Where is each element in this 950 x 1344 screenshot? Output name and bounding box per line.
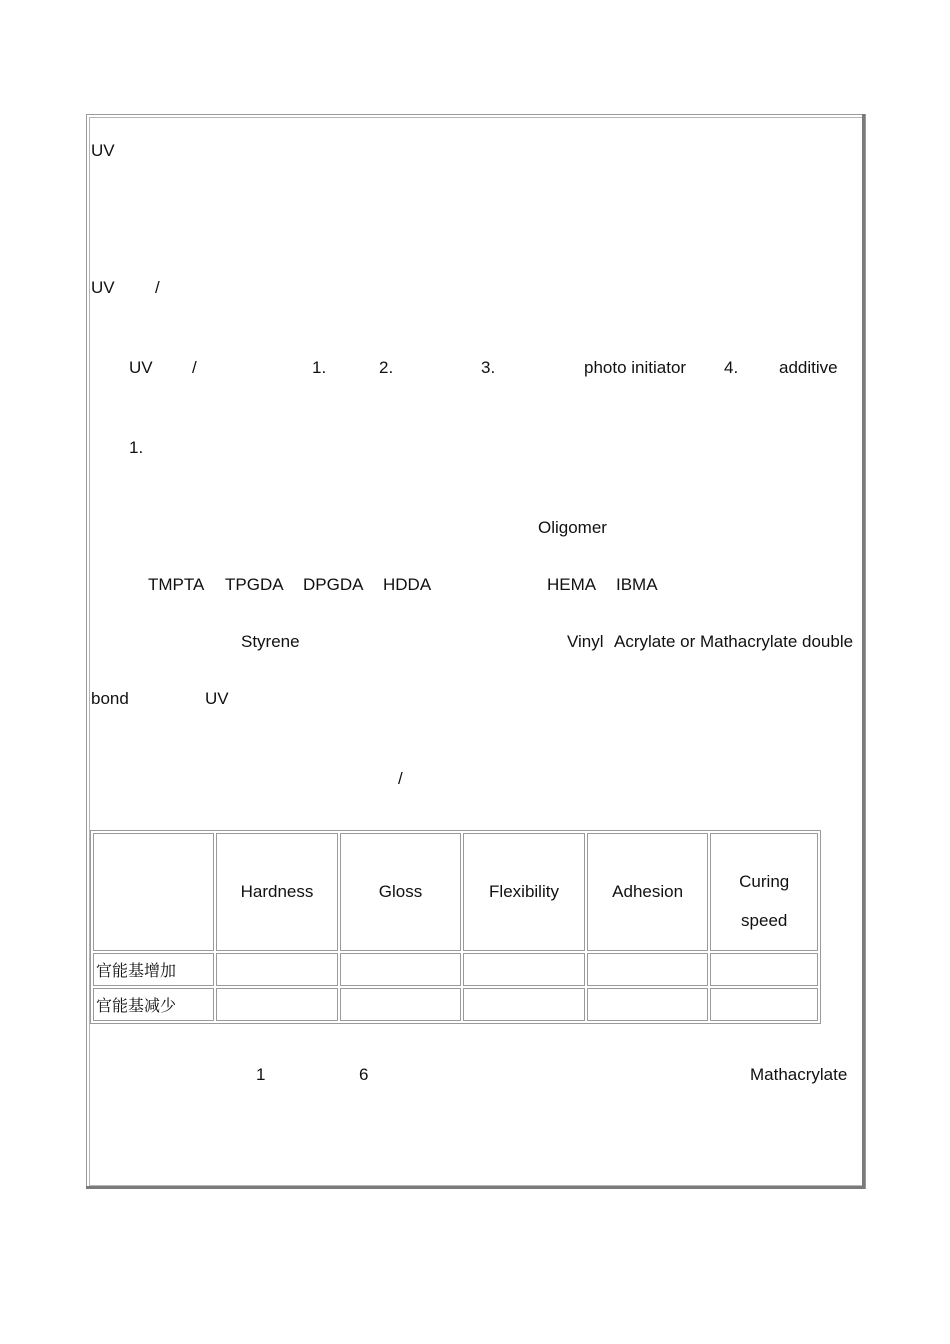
text-slash-9: / — [398, 769, 403, 788]
text-uv-heading: UV — [91, 141, 115, 160]
table-row — [93, 988, 818, 1021]
cell-decrease-hardness — [216, 988, 338, 1021]
cell-decrease-curing — [710, 988, 818, 1021]
row-label-decrease: 官能基减少 — [93, 988, 214, 1021]
text-monomer-hema: HEMA — [547, 575, 597, 594]
text-acrylate-double: Acrylate or Mathacrylate double — [614, 632, 854, 651]
text-styrene: Styrene — [241, 632, 300, 651]
cell-increase-flexibility — [463, 953, 585, 986]
text-monomer-tpgda: TPGDA — [225, 575, 284, 594]
curing-line-2: speed — [741, 911, 788, 930]
curing-line-1: Curing — [739, 872, 790, 891]
text-uv-8: UV — [205, 689, 229, 708]
text-monomer-hdda: HDDA — [383, 575, 432, 594]
cell-increase-curing — [710, 953, 818, 986]
table-header-flexibility: Flexibility — [463, 833, 585, 951]
frame-shadow-right — [862, 114, 865, 1189]
cell-increase-hardness — [216, 953, 338, 986]
text-uv-2: UV — [91, 278, 115, 297]
text-item-2: 2. — [379, 358, 394, 377]
text-slash-2: / — [155, 278, 160, 297]
cell-decrease-adhesion — [587, 988, 709, 1021]
text-uv-3: UV — [129, 358, 153, 377]
text-photo-initiator: photo initiator — [584, 358, 687, 377]
text-monomer-tmpta: TMPTA — [148, 575, 205, 594]
text-mathacrylate: Mathacrylate — [750, 1065, 848, 1084]
cell-increase-gloss — [340, 953, 461, 986]
text-monomer-dpgda: DPGDA — [303, 575, 364, 594]
text-item-4: 4. — [724, 358, 739, 377]
table-header-gloss: Gloss — [340, 833, 461, 951]
text-monomer-ibma: IBMA — [616, 575, 658, 594]
cell-increase-adhesion — [587, 953, 709, 986]
table-header-adhesion: Adhesion — [587, 833, 709, 951]
text-bond: bond — [91, 689, 129, 708]
cell-decrease-gloss — [340, 988, 461, 1021]
row-label-increase: 官能基增加 — [93, 953, 214, 986]
text-num-6: 6 — [359, 1065, 369, 1084]
text-additive: additive — [779, 358, 838, 377]
text-vinyl: Vinyl — [567, 632, 604, 651]
text-slash-3: / — [192, 358, 197, 377]
table-header-curing-speed — [710, 833, 818, 951]
table-row — [93, 953, 818, 986]
text-section-1: 1. — [129, 438, 144, 457]
text-item-1: 1. — [312, 358, 327, 377]
frame-shadow-bottom — [86, 1186, 865, 1189]
table-header-empty — [93, 833, 214, 951]
property-table — [90, 830, 821, 1024]
table-header-hardness: Hardness — [216, 833, 338, 951]
text-oligomer: Oligomer — [538, 518, 607, 537]
table-header-row — [93, 833, 818, 951]
text-num-1: 1 — [256, 1065, 266, 1084]
cell-decrease-flexibility — [463, 988, 585, 1021]
text-item-3: 3. — [481, 358, 496, 377]
